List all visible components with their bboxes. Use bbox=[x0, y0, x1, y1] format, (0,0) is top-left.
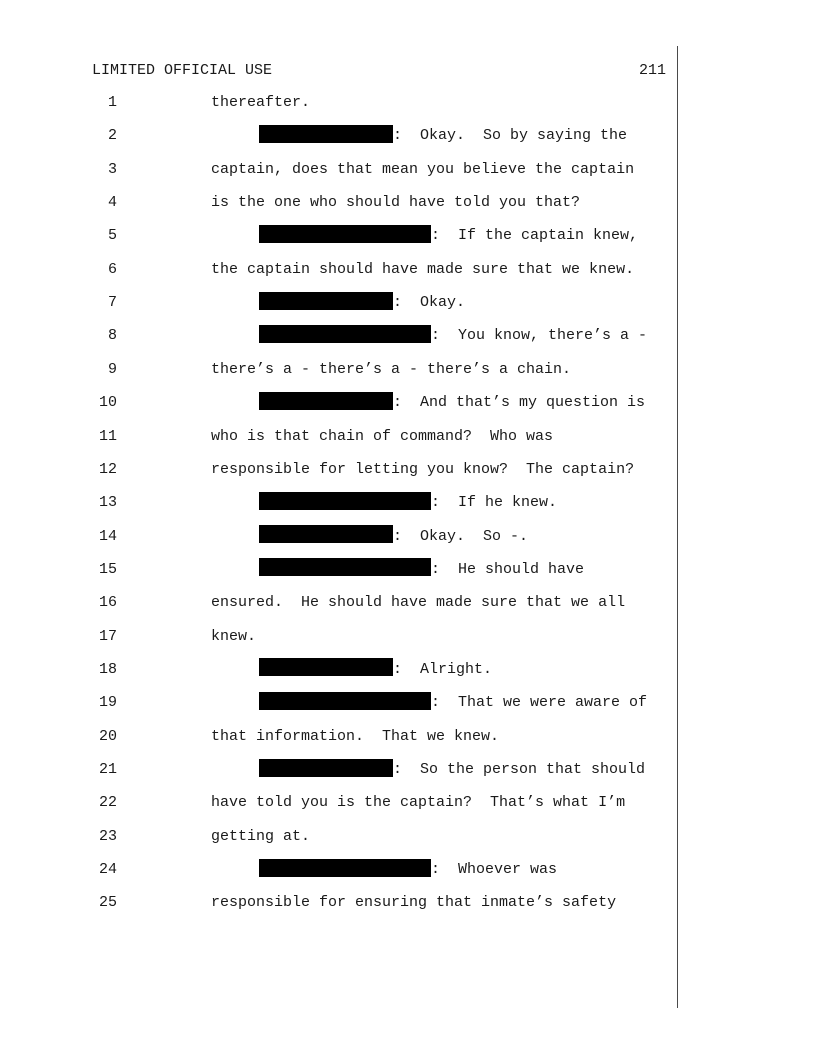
redacted-speaker-name bbox=[259, 525, 393, 543]
spoken-text: : If he knew. bbox=[431, 494, 558, 512]
line-text bbox=[211, 627, 256, 647]
line-number: 2 bbox=[107, 127, 117, 145]
redacted-speaker-name bbox=[259, 492, 431, 510]
spoken-text: responsible for ensuring that inmate’s safety bbox=[211, 894, 617, 912]
transcript-line bbox=[0, 93, 676, 113]
transcript-line bbox=[0, 360, 676, 380]
transcript-line bbox=[0, 260, 676, 280]
line-number: 22 bbox=[98, 794, 117, 812]
line-number: 8 bbox=[107, 327, 117, 345]
speaker-line bbox=[259, 693, 647, 713]
line-text bbox=[211, 93, 310, 113]
transcript-line bbox=[0, 126, 676, 146]
right-margin-rule bbox=[677, 46, 678, 1008]
speaker-line bbox=[259, 560, 584, 580]
speaker-line bbox=[259, 493, 557, 513]
spoken-text: : Okay. bbox=[393, 294, 466, 312]
transcript-line bbox=[0, 793, 676, 813]
line-number: 19 bbox=[98, 694, 117, 712]
transcript-line bbox=[0, 326, 676, 346]
transcript-line bbox=[0, 827, 676, 847]
spoken-text: : And that’s my question is bbox=[393, 394, 646, 412]
redacted-speaker-name bbox=[259, 658, 393, 676]
transcript-line bbox=[0, 860, 676, 880]
line-number: 5 bbox=[107, 227, 117, 245]
classification-marking: LIMITED OFFICIAL USE bbox=[92, 62, 273, 79]
spoken-text: that information. That we knew. bbox=[211, 727, 500, 745]
line-text bbox=[211, 460, 634, 480]
line-number: 24 bbox=[98, 861, 117, 879]
line-number: 20 bbox=[98, 727, 117, 745]
page-number: 211 bbox=[638, 62, 666, 79]
spoken-text: : If the captain knew, bbox=[431, 227, 639, 245]
redacted-speaker-name bbox=[259, 759, 393, 777]
speaker-line bbox=[259, 226, 638, 246]
spoken-text: : He should have bbox=[431, 560, 585, 578]
line-number: 18 bbox=[98, 660, 117, 678]
transcript-line bbox=[0, 193, 676, 213]
line-number: 14 bbox=[98, 527, 117, 545]
spoken-text: : You know, there’s a - bbox=[431, 327, 648, 345]
spoken-text: : Okay. So by saying the bbox=[393, 127, 628, 145]
line-text bbox=[211, 827, 310, 847]
line-text bbox=[211, 193, 580, 213]
transcript-line bbox=[0, 693, 676, 713]
redacted-speaker-name bbox=[259, 225, 431, 243]
line-number: 15 bbox=[98, 560, 117, 578]
speaker-line bbox=[259, 527, 528, 547]
spoken-text: thereafter. bbox=[211, 94, 311, 111]
spoken-text: who is that chain of command? Who was bbox=[211, 427, 554, 445]
spoken-text: : Okay. So -. bbox=[393, 527, 529, 545]
line-text bbox=[211, 360, 571, 380]
redacted-speaker-name bbox=[259, 325, 431, 343]
spoken-text: getting at. bbox=[211, 827, 311, 845]
line-number: 16 bbox=[98, 594, 117, 612]
spoken-text: knew. bbox=[211, 627, 257, 645]
transcript-line bbox=[0, 460, 676, 480]
speaker-line bbox=[259, 293, 465, 313]
spoken-text: : So the person that should bbox=[393, 761, 646, 778]
line-text bbox=[211, 893, 616, 913]
transcript-line bbox=[0, 226, 676, 246]
spoken-text: captain, does that mean you believe the captain bbox=[211, 160, 635, 178]
transcript-line bbox=[0, 893, 676, 913]
spoken-text: there’s a - there’s a - there’s a chain. bbox=[211, 360, 572, 378]
line-number: 21 bbox=[98, 761, 117, 778]
transcript-line bbox=[0, 160, 676, 180]
spoken-text: : That we were aware of bbox=[431, 694, 648, 712]
spoken-text: the captain should have made sure that we knew. bbox=[211, 260, 635, 278]
redacted-speaker-name bbox=[259, 125, 393, 143]
line-number: 11 bbox=[98, 427, 117, 445]
speaker-line bbox=[259, 760, 645, 780]
line-number: 6 bbox=[107, 260, 117, 278]
line-number: 23 bbox=[98, 827, 117, 845]
line-text bbox=[211, 593, 625, 613]
redacted-speaker-name bbox=[259, 859, 431, 877]
transcript-line bbox=[0, 393, 676, 413]
speaker-line bbox=[259, 860, 557, 880]
speaker-line bbox=[259, 126, 627, 146]
speaker-line bbox=[259, 660, 492, 680]
redacted-speaker-name bbox=[259, 558, 431, 576]
transcript-line bbox=[0, 727, 676, 747]
line-number: 12 bbox=[98, 460, 117, 478]
transcript-line bbox=[0, 293, 676, 313]
spoken-text: responsible for letting you know? The captain? bbox=[211, 460, 635, 478]
line-number: 25 bbox=[98, 894, 117, 912]
transcript-line bbox=[0, 493, 676, 513]
line-number: 10 bbox=[98, 394, 117, 412]
page-header bbox=[92, 61, 666, 81]
spoken-text: : Whoever was bbox=[431, 861, 558, 879]
transcript-line bbox=[0, 593, 676, 613]
redacted-speaker-name bbox=[259, 392, 393, 410]
line-text bbox=[211, 260, 634, 280]
spoken-text: ensured. He should have made sure that we all bbox=[211, 594, 626, 612]
line-text bbox=[211, 160, 634, 180]
transcript-line bbox=[0, 560, 676, 580]
transcript-line bbox=[0, 527, 676, 547]
line-number: 4 bbox=[107, 194, 117, 212]
spoken-text: : Alright. bbox=[393, 660, 493, 678]
line-text bbox=[211, 427, 553, 447]
line-number: 1 bbox=[107, 94, 117, 111]
spoken-text: have told you is the captain? That’s what I’m bbox=[211, 794, 626, 812]
line-number: 3 bbox=[107, 160, 117, 178]
speaker-line bbox=[259, 393, 645, 413]
spoken-text: is the one who should have told you that? bbox=[211, 194, 581, 212]
line-number: 17 bbox=[98, 627, 117, 645]
redacted-speaker-name bbox=[259, 292, 393, 310]
transcript-line bbox=[0, 660, 676, 680]
line-number: 13 bbox=[98, 494, 117, 512]
transcript-line bbox=[0, 427, 676, 447]
speaker-line bbox=[259, 326, 647, 346]
redacted-speaker-name bbox=[259, 692, 431, 710]
transcript-line bbox=[0, 627, 676, 647]
line-text bbox=[211, 727, 499, 747]
line-number: 9 bbox=[107, 360, 117, 378]
line-text bbox=[211, 793, 625, 813]
line-number: 7 bbox=[107, 294, 117, 312]
transcript-line bbox=[0, 760, 676, 780]
